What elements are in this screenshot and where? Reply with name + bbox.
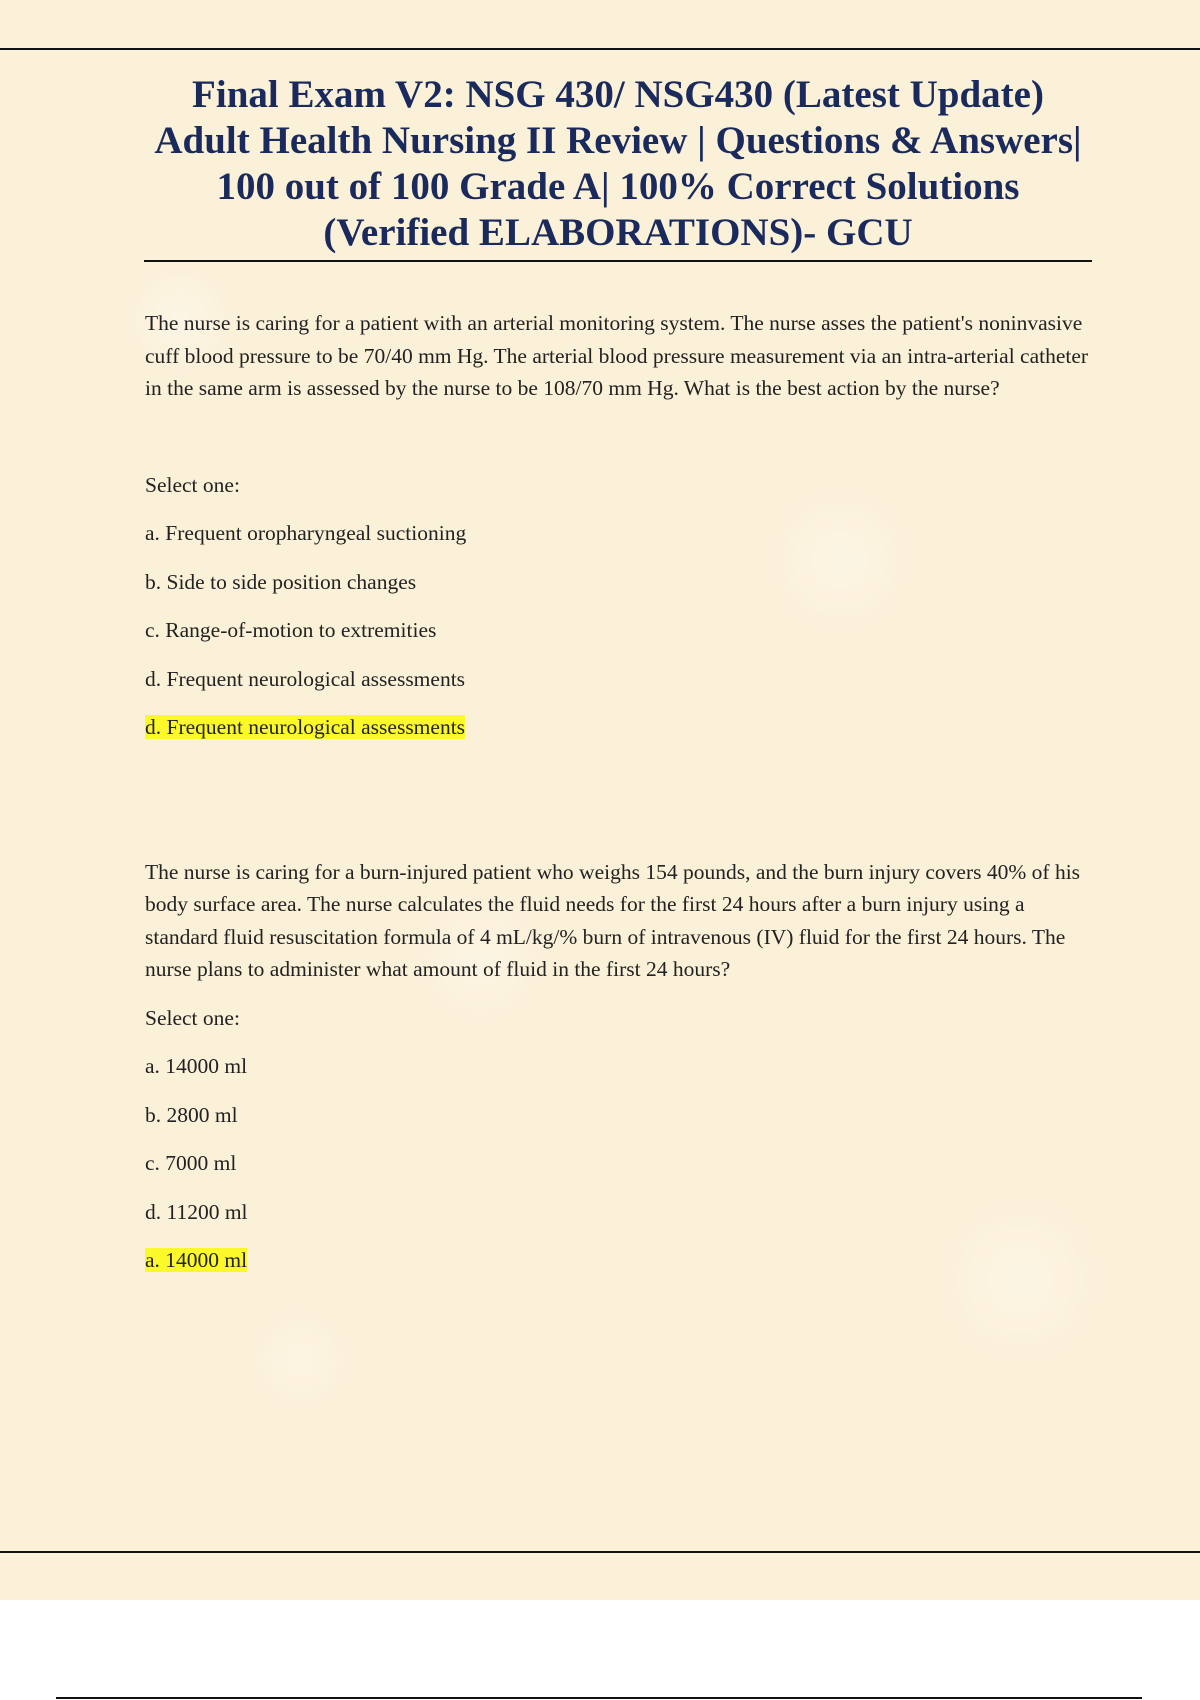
question-1-option-d: d. Frequent neurological assessments <box>145 666 466 691</box>
question-2-answer-highlight: a. 14000 ml <box>145 1248 248 1272</box>
question-2-option-d: d. 11200 ml <box>145 1199 248 1224</box>
question-2-text: The nurse is caring for a burn-injured patient who weighs 154 pounds, and the burn injury covers 40% of his body surface area. The nurse calculates the fluid needs for the first 24 hours after a burn injury using a standard fluid resuscitation formula of 4 mL/kg/% burn of intravenous (IV) fluid for the first 24 hours. The nurse plans to administer what amount of fluid in the first 24 hours? <box>145 859 1081 981</box>
question-2-option-a: a. 14000 ml <box>145 1054 248 1078</box>
question-1-text: The nurse is caring for a patient with an arterial monitoring system. The nurse asses the patient's noninvasive cuff blood pressure to be 70/40 mm Hg. The arterial blood pressure measurement via an intra-arterial catheter in the same arm is assessed by the nurse to be 108/70 mm Hg. What is the best action by the nurse? <box>145 311 1089 400</box>
document-title: Final Exam V2: NSG 430/ NSG430 (Latest Update) Adult Health Nursing II Review | Questions & Answers| 100 out of 100 Grade A| 100% Correct Solutions (Verified ELABORATIONS)- GCU <box>154 73 1082 254</box>
question-1-option-b: b. Side to side position changes <box>145 569 417 594</box>
question-1-option-a: a. Frequent oropharyngeal suctioning <box>145 521 467 545</box>
question-1-option-c: c. Range-of-motion to extremities <box>145 618 437 642</box>
question-2-option-b: b. 2800 ml <box>145 1102 238 1127</box>
question-1-select-label: Select one: <box>145 472 240 497</box>
title-block <box>144 72 1092 262</box>
bottom-divider <box>0 1551 1200 1553</box>
question-1 <box>145 307 1090 744</box>
question-1-answer <box>145 711 1090 744</box>
question-2-answer <box>145 1244 1090 1277</box>
question-2-option-c: c. 7000 ml <box>145 1151 237 1175</box>
footer-divider <box>56 1697 1142 1699</box>
top-divider <box>0 48 1200 50</box>
questions-container <box>145 307 1090 1277</box>
question-1-answer-highlight: d. Frequent neurological assessments <box>145 715 466 739</box>
question-2 <box>145 856 1090 1277</box>
question-2-select-label: Select one: <box>145 1005 240 1030</box>
